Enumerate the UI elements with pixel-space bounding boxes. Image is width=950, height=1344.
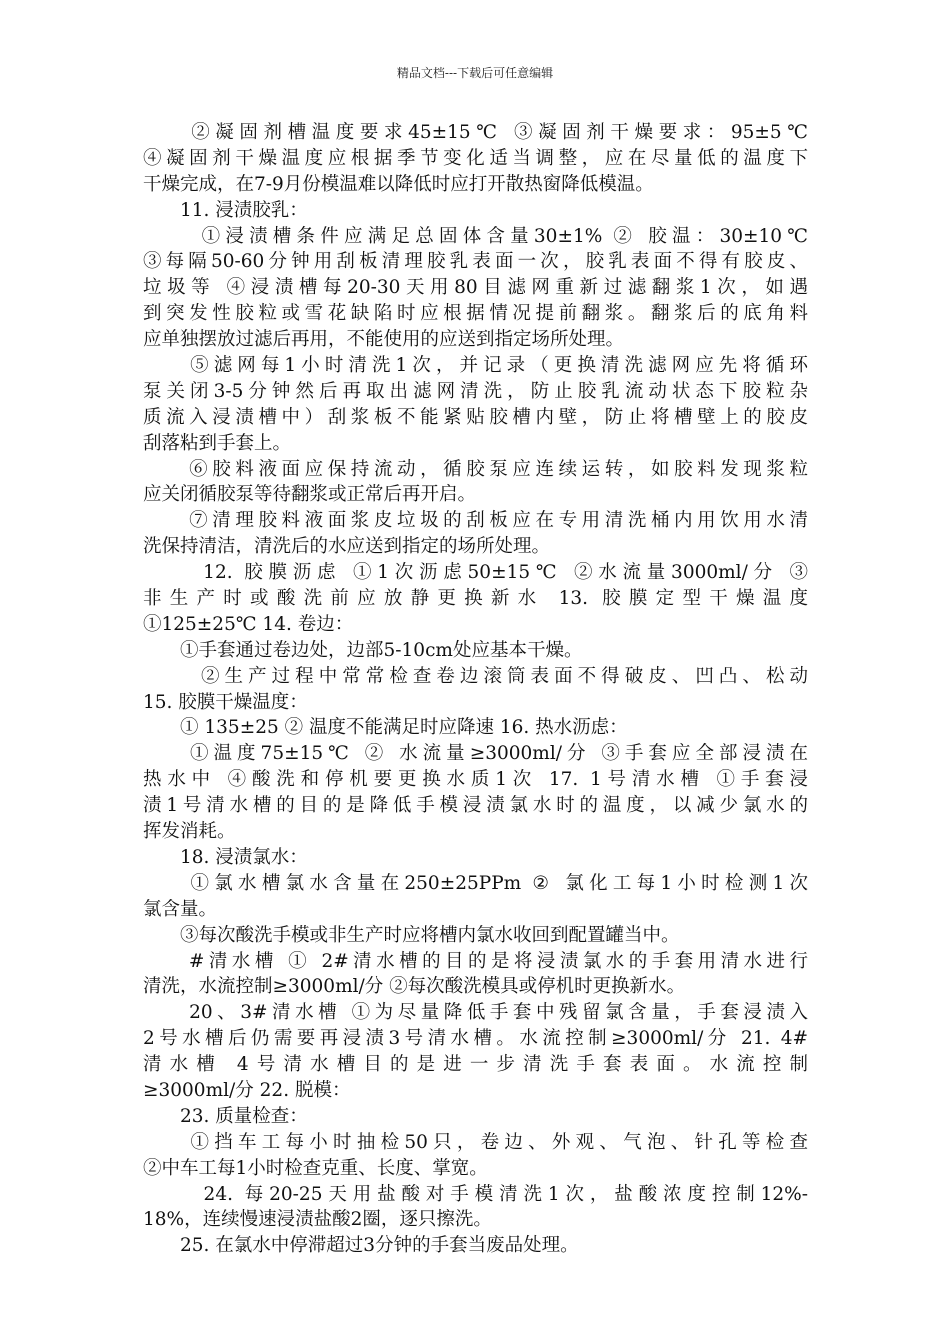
text-line: 清洗，水流控制≥3000ml/分 ②每次酸洗模具或停机时更换新水。 xyxy=(143,976,686,998)
text-line: 25. 在氯水中停滞超过3分钟的手套当废品处理。 xyxy=(143,1235,579,1257)
text-line: ①125±25℃ 14. 卷边： xyxy=(143,613,354,635)
text-line: 15. 胶膜干燥温度： xyxy=(143,691,308,713)
text-line: ⑤滤网每1小时清洗1次，并记录（更换清洗滤网应先将循环 xyxy=(143,355,808,377)
text-line: 垃圾等 ④浸渍槽每20-30天用80目滤网重新过滤翻浆1次，如遇 xyxy=(143,277,808,299)
text-line: 质流入浸渍槽中）刮浆板不能紧贴胶槽内壁，防止将槽壁上的胶皮 xyxy=(143,406,808,428)
text-line: ⑥胶料液面应保持流动，循胶泵应连续运转，如胶料发现浆粒 xyxy=(143,458,808,480)
text-line: 挥发消耗。 xyxy=(143,821,236,843)
text-line: ①挡车工每小时抽检50只，卷边、外观、气泡、针孔等检查 xyxy=(143,1131,808,1153)
text-line: ③每次酸洗手模或非生产时应将槽内氯水收回到配置罐当中。 xyxy=(143,924,680,946)
text-line: ≥3000ml/分 22. 脱模： xyxy=(143,1079,351,1101)
text-line: 18. 浸渍氯水： xyxy=(143,846,308,868)
text-line: 干燥完成，在7-9月份模温难以降低时应打开散热窗降低模温。 xyxy=(143,173,654,195)
text-line: 非生产时或酸洗前应放静更换新水 13. 胶膜定型干燥温度 xyxy=(143,588,808,610)
text-line: 23. 质量检查： xyxy=(143,1105,308,1127)
text-line: 清水槽 4号清水槽目的是进一步清洗手套表面。水流控制 xyxy=(143,1054,808,1076)
text-line: 12. 胶膜沥虑 ①1次沥虑50±15℃ ②水流量3000ml/分 ③ xyxy=(143,562,808,584)
text-line: 应单独摆放过滤后再用，不能使用的应送到指定场所处理。 xyxy=(143,329,625,351)
text-line: 2号水槽后仍需要再浸渍3号清水槽。水流控制≥3000ml/分 21. 4# xyxy=(143,1028,808,1050)
text-line: 氯含量。 xyxy=(143,898,218,920)
text-line: ⑦清理胶料液面浆皮垃圾的刮板应在专用清洗桶内用饮用水清 xyxy=(143,510,808,532)
text-line: #清水槽 ① 2#清水槽的目的是将浸渍氯水的手套用清水进行 xyxy=(143,950,808,972)
text-line: 到突发性胶粒或雪花缺陷时应根据情况提前翻浆。翻浆后的底角料 xyxy=(143,303,808,325)
text-line: ②凝固剂槽温度要求45±15℃ ③凝固剂干燥要求：95±5℃ xyxy=(143,122,808,143)
text-line: ① 135±25 ② 温度不能满足时应降速 16. 热水沥虑： xyxy=(143,717,628,739)
document-body xyxy=(143,120,808,1259)
text-line: 刮落粘到手套上。 xyxy=(143,432,292,454)
text-line: ②中车工每1小时检查克重、长度、掌宽。 xyxy=(143,1157,488,1179)
text-line: ①氯水槽氯水含量在250±25PPm ② 氯化工每1小时检测1次 xyxy=(143,872,808,894)
text-line: 24. 每20-25天用盐酸对手模清洗1次，盐酸浓度控制12%- xyxy=(143,1183,808,1205)
text-line: ①手套通过卷边处，边部5-10cm处应基本干燥。 xyxy=(143,639,583,661)
page-header: 精品文档---下载后可任意编辑 xyxy=(396,66,554,80)
text-line: 20、3#清水槽 ①为尽量降低手套中残留氯含量，手套浸渍入 xyxy=(143,1002,808,1024)
text-line: 泵关闭3-5分钟然后再取出滤网清洗，防止胶乳流动状态下胶粒杂 xyxy=(143,380,808,402)
text-line: 18%，连续慢速浸渍盐酸2圈，逐只擦洗。 xyxy=(143,1209,492,1231)
text-line: ①温度75±15℃ ② 水流量≥3000ml/分 ③手套应全部浸渍在 xyxy=(143,743,808,765)
text-line: 应关闭循胶泵等待翻浆或正常后再开启。 xyxy=(143,484,477,506)
text-line: 11. 浸渍胶乳： xyxy=(143,199,308,221)
text-line: ①浸渍槽条件应满足总固体含量30±1% ② 胶温：30±10℃ xyxy=(143,225,808,247)
text-line: 热水中 ④酸洗和停机要更换水质1次 17. 1号清水槽 ①手套浸 xyxy=(143,769,808,791)
text-line: 洗保持清洁，清洗后的水应送到指定的场所处理。 xyxy=(143,536,551,558)
text-line: ④凝固剂干燥温度应根据季节变化适当调整，应在尽量低的温度下 xyxy=(143,147,808,169)
text-line: 渍1号清水槽的目的是降低手模浸渍氯水时的温度，以减少氯水的 xyxy=(143,795,808,817)
text-line: ②生产过程中常常检查卷边滚筒表面不得破皮、凹凸、松动 xyxy=(143,665,808,687)
text-line: ③每隔50-60分钟用刮板清理胶乳表面一次，胶乳表面不得有胶皮、 xyxy=(143,251,808,273)
